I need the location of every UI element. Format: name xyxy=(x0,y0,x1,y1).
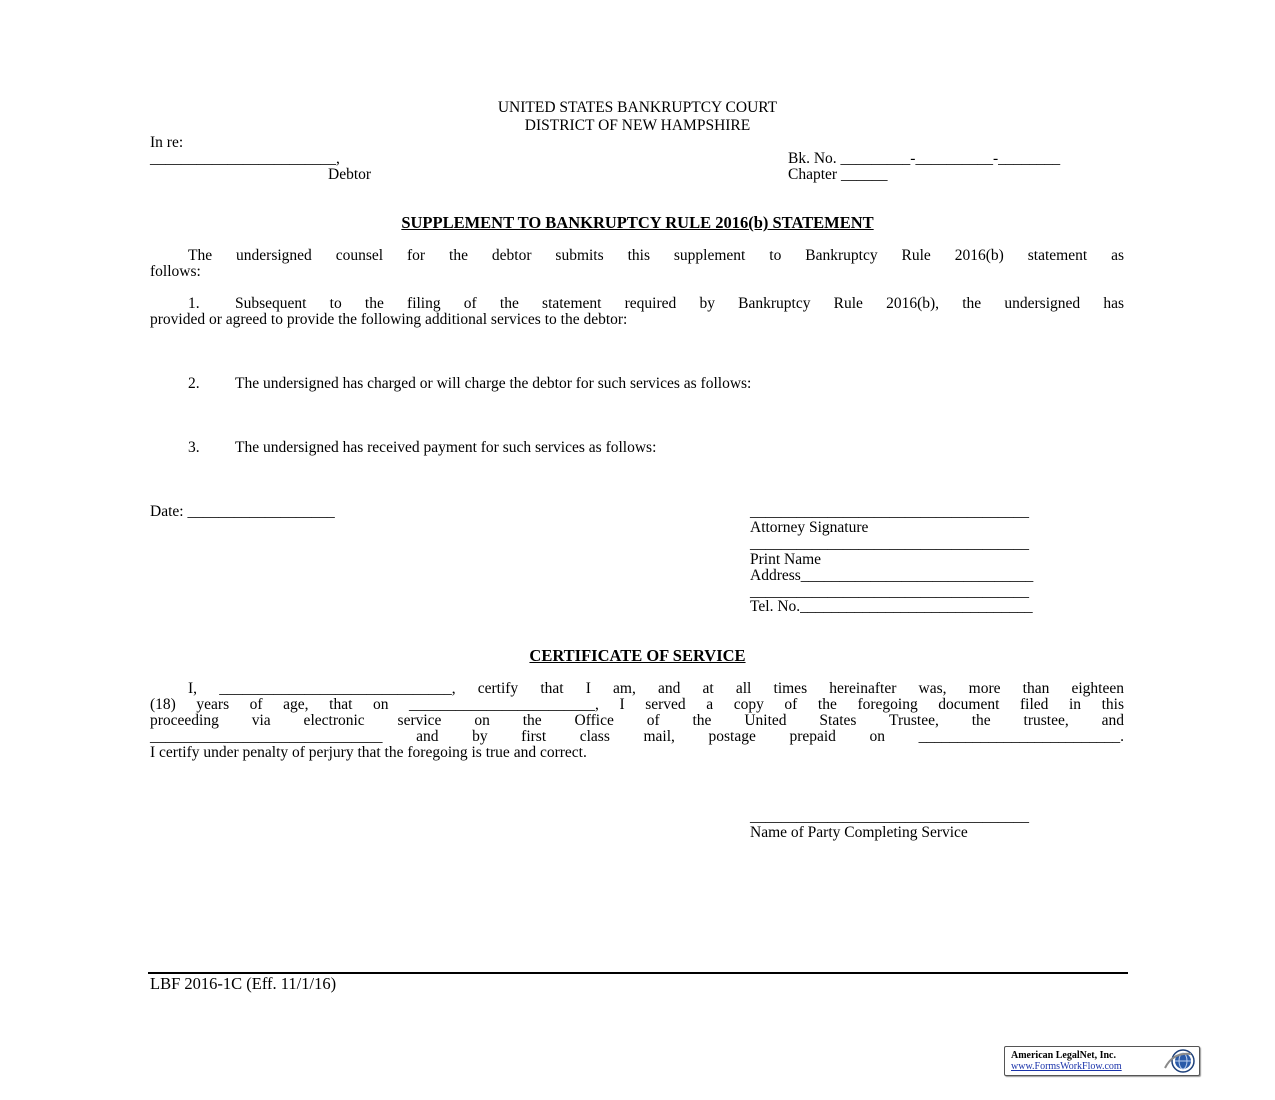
item-number: 1. xyxy=(188,295,200,312)
item-number: 2. xyxy=(188,375,200,392)
certificate-title: CERTIFICATE OF SERVICE xyxy=(529,646,746,665)
intro-line-2: follows: xyxy=(150,263,201,280)
print-name-line[interactable]: ____________________________________ xyxy=(750,535,1029,552)
district-name: DISTRICT OF NEW HAMPSHIRE xyxy=(524,117,751,134)
document-title: SUPPLEMENT TO BANKRUPTCY RULE 2016(b) STATEMENT xyxy=(401,213,874,232)
certificate-line-3: proceeding via electronic service on the Office of the United States Trustee, the trustee, and xyxy=(150,712,1124,729)
form-id: LBF 2016-1C (Eff. 11/1/16) xyxy=(150,974,337,993)
party-signature-line[interactable]: ____________________________________ xyxy=(750,808,1029,825)
attorney-signature-line[interactable]: ____________________________________ xyxy=(750,503,1029,520)
debtor-label: Debtor xyxy=(328,166,372,183)
certificate-line-1: I, ______________________________, certify that I am, and at all times hereinafter was, more than eighteen xyxy=(188,680,1124,697)
globe-icon xyxy=(1161,1048,1197,1074)
print-name-label: Print Name xyxy=(750,551,822,568)
logo-url-link[interactable]: www.FormsWorkFlow.com xyxy=(1011,1061,1122,1072)
item-3-text: The undersigned has received payment for such services as follows: xyxy=(235,439,657,456)
item-number: 3. xyxy=(188,439,200,456)
in-re-label: In re: xyxy=(150,134,184,151)
certificate-line-4: ______________________________ and by first class mail, postage prepaid on __________________________. xyxy=(150,728,1124,745)
american-legalnet-logo[interactable] xyxy=(1004,1046,1200,1076)
court-name: UNITED STATES BANKRUPTCY COURT xyxy=(497,99,778,116)
logo-company-name: American LegalNet, Inc. xyxy=(1011,1050,1116,1061)
item-1-line-1: Subsequent to the filing of the statement required by Bankruptcy Rule 2016(b), the undersigned has xyxy=(235,295,1124,312)
address-field[interactable]: Address______________________________ xyxy=(750,567,1034,584)
item-1-line-2: provided or agreed to provide the following additional services to the debtor: xyxy=(150,311,628,328)
debtor-name-line[interactable]: ________________________, xyxy=(150,150,340,167)
date-field[interactable]: Date: ___________________ xyxy=(150,503,335,520)
certificate-line-2: (18) years of age, that on ________________________, I served a copy of the foregoing document filed in this xyxy=(150,696,1124,713)
chapter-field[interactable]: Chapter ______ xyxy=(788,166,888,183)
intro-line-1: The undersigned counsel for the debtor submits this supplement to Bankruptcy Rule 2016(b) statement as xyxy=(188,247,1124,264)
party-signature-label: Name of Party Completing Service xyxy=(750,824,968,841)
item-2-text: The undersigned has charged or will charge the debtor for such services as follows: xyxy=(235,375,752,392)
bk-no-field[interactable]: Bk. No. _________-__________-________ xyxy=(788,150,1061,167)
tel-field[interactable]: Tel. No.______________________________ xyxy=(750,598,1033,615)
certificate-line-5: I certify under penalty of perjury that the foregoing is true and correct. xyxy=(150,744,587,761)
address-line-2[interactable]: ____________________________________ xyxy=(750,583,1029,600)
attorney-signature-label: Attorney Signature xyxy=(750,519,869,536)
